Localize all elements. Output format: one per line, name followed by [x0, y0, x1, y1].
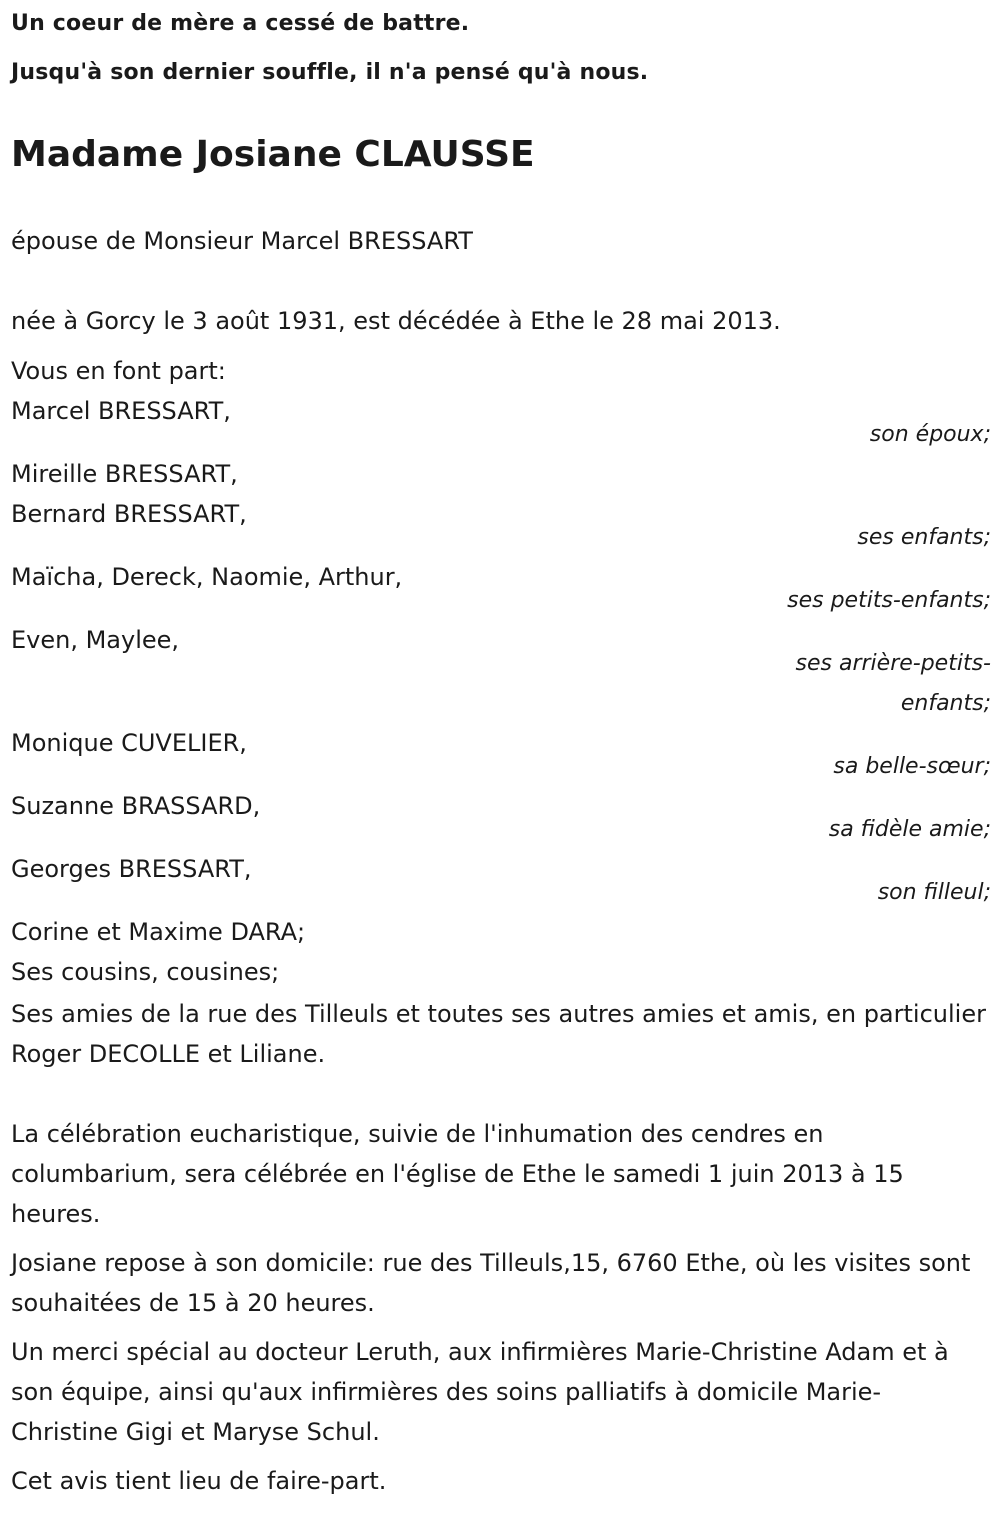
intro-line-2: Jusqu'à son dernier souffle, il n'a pensé qu'à nous. [11, 60, 649, 85]
family-name: Monique CUVELIER, [11, 729, 247, 757]
family-relation: enfants; [900, 691, 991, 716]
friends-paragraph: Ses amies de la rue des Tilleuls et toutes ses autres amies et amis, en particulier Roger DECOLLE et Liliane. [11, 1000, 986, 1068]
family-relation: son filleul; [877, 880, 991, 905]
family-relation: sa belle-sœur; [833, 754, 991, 779]
family-name: Bernard BRESSART, [11, 500, 247, 528]
family-name: Even, Maylee, [11, 626, 180, 654]
family-relation: ses petits-enfants; [787, 588, 991, 613]
family-name: Mireille BRESSART, [11, 460, 238, 488]
spouse-line: épouse de Monsieur Marcel BRESSART [11, 227, 473, 255]
family-name: Suzanne BRASSARD, [11, 792, 261, 820]
thanks-paragraph: Un merci spécial au docteur Leruth, aux infirmières Marie-Christine Adam et à son équipe, ainsi qu'aux infirmières des soins palliatifs à domicile Marie-Christine Gigi et Maryse Schul. [11, 1338, 949, 1446]
announcers-heading: Vous en font part: [11, 357, 226, 385]
other-announcer: Ses cousins, cousines; [11, 958, 280, 986]
family-relation: son époux; [869, 422, 991, 447]
family-relation: sa fidèle amie; [828, 817, 991, 842]
family-name: Maïcha, Dereck, Naomie, Arthur, [11, 563, 403, 591]
closing-line: Cet avis tient lieu de faire-part. [11, 1467, 387, 1495]
ceremony-paragraph: La célébration eucharistique, suivie de l'inhumation des cendres en columbarium, sera célébrée en l'église de Ethe le samedi 1 juin 2013 à 15 heures. [11, 1120, 904, 1228]
family-relation: ses enfants; [857, 525, 991, 550]
birth-death-line: née à Gorcy le 3 août 1931, est décédée à Ethe le 28 mai 2013. [11, 307, 781, 335]
intro-line-1: Un coeur de mère a cessé de battre. [11, 11, 470, 36]
family-name: Georges BRESSART, [11, 855, 252, 883]
deceased-name: Madame Josiane CLAUSSE [11, 134, 535, 175]
family-name: Marcel BRESSART, [11, 397, 231, 425]
visitation-paragraph: Josiane repose à son domicile: rue des Tilleuls,15, 6760 Ethe, où les visites sont souhaitées de 15 à 20 heures. [11, 1249, 971, 1317]
other-announcer: Corine et Maxime DARA; [11, 918, 306, 946]
family-relation: ses arrière-petits- [795, 651, 991, 676]
